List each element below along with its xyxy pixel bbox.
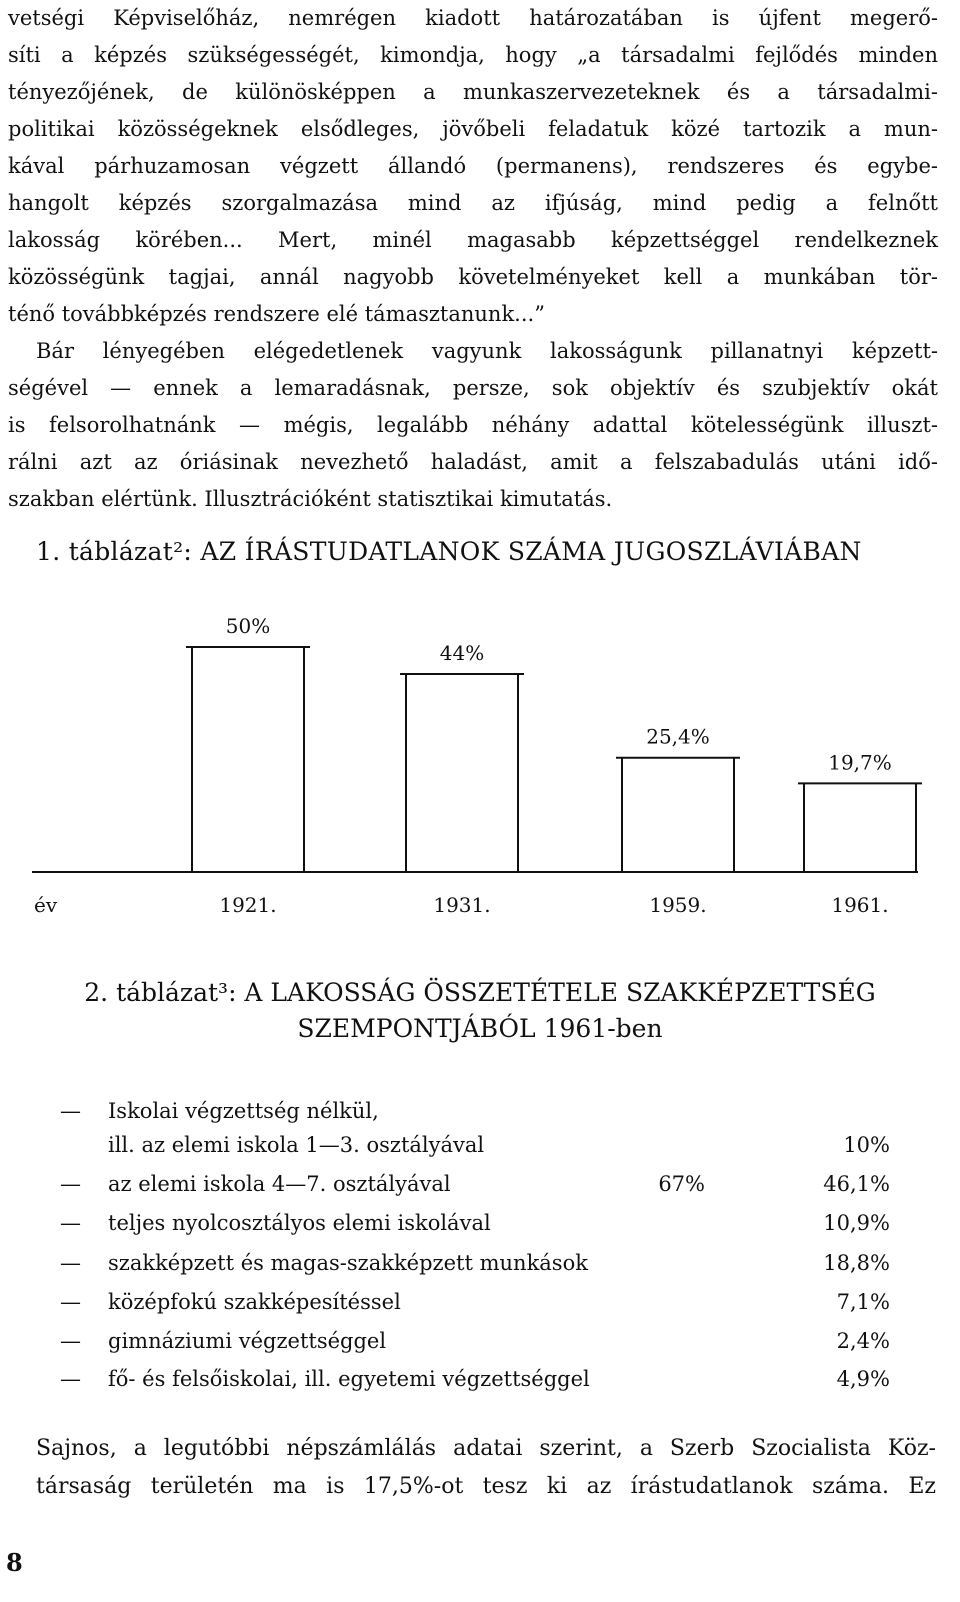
row-label: középfokú szakképesítéssel <box>108 1290 401 1314</box>
text-line: is felsorolhatnánk — mégis, legalább néhány adattal kötelességünk illuszt- <box>8 413 938 437</box>
text-line: Bár lényegében elégedetlenek vagyunk lakosságunk pillanatnyi képzett- <box>36 339 938 363</box>
table2-title-line-1: 2. táblázat³: A LAKOSSÁG ÖSSZETÉTELE SZAKKÉPZETTSÉG <box>84 978 876 1007</box>
text-line: Sajnos, a legutóbbi népszámlálás adatai szerint, a Szerb Szocialista Köz- <box>36 1436 936 1461</box>
row-dash: — <box>60 1290 81 1314</box>
text-line: társaság területén ma is 17,5%-ot tesz ki az írástudatlanok száma. Ez <box>36 1474 936 1499</box>
row-dash: — <box>60 1329 81 1353</box>
chart-category-label: 1961. <box>831 893 889 917</box>
illiteracy-bar-chart <box>0 600 960 930</box>
chart-bar <box>406 674 518 872</box>
closing-paragraph <box>36 1430 936 1506</box>
text-line: tényezőjének, de különösképpen a munkaszervezeteknek és a társadalmi- <box>8 80 938 104</box>
row-value: 10% <box>843 1133 890 1157</box>
chart-bar <box>622 758 734 872</box>
table-row <box>60 1246 890 1280</box>
chart-value-label: 25,4% <box>646 724 710 749</box>
table-row <box>60 1362 890 1396</box>
row-dash: — <box>60 1367 81 1391</box>
row-dash: — <box>60 1172 81 1196</box>
paragraph-2 <box>8 333 938 518</box>
table-row <box>60 1094 890 1128</box>
chart-category-label: 1959. <box>649 893 707 917</box>
row-value: 18,8% <box>823 1251 890 1275</box>
chart-category-label: 1931. <box>433 893 491 917</box>
table2-title-line-2: SZEMPONTJÁBÓL 1961-ben <box>297 1014 663 1043</box>
text-line: hangolt képzés szorgalmazása mind az ifjúság, mind pedig a felnőtt <box>8 191 938 215</box>
paragraph-1 <box>8 0 938 333</box>
page-number: 8 <box>6 1548 23 1577</box>
text-line: rálni azt az óriásinak nevezhető haladást, amit a felszabadulás utáni idő- <box>8 450 938 474</box>
row-label: teljes nyolcosztályos elemi iskolával <box>108 1211 491 1235</box>
row-label: fő- és felsőiskolai, ill. egyetemi végzettséggel <box>108 1367 590 1391</box>
chart-value-label: 19,7% <box>828 750 892 775</box>
row-subtotal: 67% <box>658 1172 705 1196</box>
table-row <box>60 1206 890 1240</box>
table1-title: 1. táblázat²: AZ ÍRÁSTUDATLANOK SZÁMA JUGOSZLÁVIÁBAN <box>36 537 862 566</box>
text-line: ségével — ennek a lemaradásnak, persze, sok objektív és szubjektív okát <box>8 376 938 400</box>
row-label: ill. az elemi iskola 1—3. osztályával <box>108 1133 485 1157</box>
table-row <box>60 1128 890 1162</box>
text-line: politikai közösségeknek elsődleges, jövőbeli feladatuk közé tartozik a mun- <box>8 117 938 141</box>
text-line: síti a képzés szükségességét, kimondja, hogy „a társadalmi fejlődés minden <box>8 43 938 67</box>
text-line: kával párhuzamosan végzett állandó (permanens), rendszeres és egybe- <box>8 154 938 178</box>
text-line: vetségi Képviselőház, nemrégen kiadott határozatában is újfent megerő- <box>8 6 938 30</box>
row-label: szakképzett és magas-szakképzett munkások <box>108 1251 588 1275</box>
chart-value-label: 44% <box>439 641 485 665</box>
row-value: 4,9% <box>836 1367 890 1391</box>
chart-value-label: 50% <box>225 614 271 638</box>
row-label: az elemi iskola 4—7. osztályával <box>108 1172 451 1196</box>
text-line: lakosság körében... Mert, minél magasabb képzettséggel rendelkeznek <box>8 228 938 252</box>
chart-category-label: 1921. <box>219 893 277 917</box>
row-value: 2,4% <box>836 1329 890 1353</box>
table-row <box>60 1285 890 1319</box>
row-dash: — <box>60 1099 81 1123</box>
chart-bar <box>192 647 304 872</box>
chart-xlabel: év <box>34 893 58 917</box>
table-row <box>60 1324 890 1358</box>
row-label: gimnáziumi végzettséggel <box>108 1329 387 1353</box>
text-line: közösségünk tagjai, annál nagyobb követelményeket kell a munkában tör- <box>8 265 938 289</box>
row-label: Iskolai végzettség nélkül, <box>108 1099 379 1123</box>
text-line: szakban elértünk. Illusztrációként statisztikai kimutatás. <box>8 487 613 511</box>
row-value: 10,9% <box>823 1211 890 1235</box>
chart-bar <box>804 783 916 872</box>
text-line: ténő továbbképzés rendszere elé támasztanunk...” <box>8 302 545 326</box>
row-dash: — <box>60 1251 81 1275</box>
row-value: 7,1% <box>836 1290 890 1314</box>
table-row <box>60 1167 890 1201</box>
row-value: 46,1% <box>823 1172 890 1196</box>
row-dash: — <box>60 1211 81 1235</box>
